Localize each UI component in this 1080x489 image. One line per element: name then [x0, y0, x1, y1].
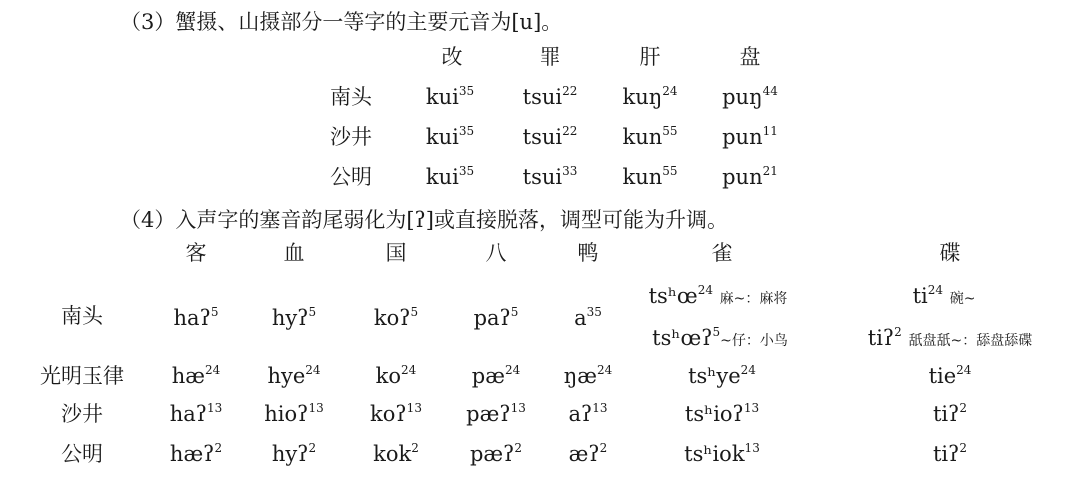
- tone-number: 2: [599, 441, 608, 455]
- ipa-cell: [264, 401, 324, 426]
- ipa-form: tiʔ: [932, 402, 960, 426]
- que-2-note: ~仔：小鸟: [720, 333, 788, 349]
- die-2-form: tiʔ: [867, 326, 895, 350]
- ipa-cell: [375, 363, 417, 388]
- ipa-form: hyʔ: [271, 306, 309, 330]
- tone-number: 35: [586, 305, 602, 319]
- que-1-note: 麻~：麻将: [719, 291, 788, 307]
- die-1-note: 碗~: [949, 291, 976, 307]
- tone-number: 5: [210, 305, 219, 319]
- tone-number: 55: [662, 124, 678, 138]
- ipa-form: puŋ: [722, 85, 763, 109]
- tone-number: 2: [959, 401, 968, 415]
- ipa-form: hioʔ: [264, 402, 309, 426]
- ipa-form: tiʔ: [932, 442, 960, 466]
- die-reading-2: [867, 325, 1033, 350]
- tone-number: 2: [308, 441, 317, 455]
- ipa-form: æʔ: [568, 442, 600, 466]
- ipa-cell: [932, 441, 968, 466]
- ipa-form: kok: [373, 442, 412, 466]
- ipa-cell: [722, 164, 778, 189]
- ipa-cell: [373, 441, 419, 466]
- row-label: 南头: [330, 85, 372, 109]
- ipa-cell: [373, 305, 419, 330]
- ipa-cell: [522, 164, 578, 189]
- ipa-cell: [271, 305, 317, 330]
- ipa-cell: [928, 363, 972, 388]
- ipa-cell: [173, 305, 219, 330]
- tone-number: 2: [514, 441, 523, 455]
- tone-number: 5: [510, 305, 519, 319]
- tone-number: 13: [510, 401, 526, 415]
- tone-number: 13: [308, 401, 324, 415]
- ipa-cell: [473, 305, 519, 330]
- ipa-form: tsui: [522, 125, 563, 149]
- ipa-form: haʔ: [173, 306, 211, 330]
- row-label: 光明玉律: [40, 364, 124, 388]
- die-2-tone: 2: [894, 325, 902, 339]
- ipa-form: kui: [425, 165, 459, 189]
- ipa-cell: [425, 84, 475, 109]
- ipa-form: koʔ: [373, 306, 411, 330]
- section-4-title: （4）入声字的塞音韵尾弱化为[ʔ]或直接脱落，调型可能为升调。: [120, 208, 729, 232]
- ipa-form: tsʰye: [688, 364, 741, 388]
- header-guo: 国: [385, 241, 407, 265]
- die-1-form: ti: [912, 284, 928, 308]
- ipa-form: aʔ: [568, 402, 593, 426]
- header-ya: 鸭: [577, 241, 599, 265]
- ipa-cell: [471, 363, 521, 388]
- ipa-form: hæ: [171, 364, 205, 388]
- ipa-form: tsʰioʔ: [684, 402, 744, 426]
- ipa-cell: [425, 164, 475, 189]
- ipa-form: hæʔ: [169, 442, 215, 466]
- ipa-cell: [622, 164, 678, 189]
- ipa-cell: [370, 401, 422, 426]
- que-2-form: tsʰœʔ: [652, 326, 713, 350]
- tone-number: 5: [308, 305, 317, 319]
- ipa-form: kun: [622, 165, 663, 189]
- header-die: 碟: [939, 241, 961, 265]
- section-3-title: （3）蟹摄、山摄部分一等字的主要元音为[u]。: [120, 10, 563, 34]
- ipa-form: hyʔ: [271, 442, 309, 466]
- ipa-cell: [622, 84, 678, 109]
- tone-number: 33: [562, 164, 578, 178]
- tone-number: 13: [406, 401, 422, 415]
- tone-number: 55: [662, 164, 678, 178]
- tone-number: 13: [743, 401, 760, 415]
- header-pan: 盘: [739, 45, 761, 69]
- header-xue: 血: [283, 241, 305, 265]
- tone-number: 13: [744, 441, 760, 455]
- tone-number: 13: [207, 401, 223, 415]
- que-reading-2: [652, 325, 788, 350]
- ipa-form: tsui: [522, 165, 563, 189]
- que-2-tone: 5: [712, 325, 721, 339]
- tone-number: 24: [305, 363, 321, 377]
- ipa-form: kui: [425, 85, 459, 109]
- header-ba: 八: [485, 241, 507, 265]
- ipa-cell: [622, 124, 678, 149]
- que-1-form: tsʰœ: [648, 284, 698, 308]
- ipa-cell: [267, 363, 321, 388]
- ipa-cell: [171, 363, 221, 388]
- header-que: 雀: [711, 241, 733, 265]
- ipa-form: paʔ: [473, 306, 511, 330]
- tone-number: 24: [401, 363, 417, 377]
- ipa-form: pæ: [471, 364, 505, 388]
- ipa-form: koʔ: [370, 402, 407, 426]
- header-ke: 客: [185, 241, 207, 265]
- ipa-cell: [722, 124, 778, 149]
- tone-number: 21: [762, 164, 778, 178]
- die-1-tone: 24: [927, 283, 944, 297]
- tone-number: 24: [956, 363, 972, 377]
- ipa-form: pun: [722, 125, 763, 149]
- que-1-tone: 24: [697, 283, 713, 297]
- tone-number: 35: [458, 124, 475, 138]
- row-label: 公明: [330, 165, 372, 189]
- tone-number: 2: [411, 441, 419, 455]
- tone-number: 24: [740, 363, 756, 377]
- ipa-form: kun: [622, 125, 663, 149]
- ipa-form: pæʔ: [469, 442, 515, 466]
- que-reading-1: [648, 283, 788, 308]
- row-label: 沙井: [61, 402, 103, 426]
- header-gan: 肝: [639, 45, 661, 69]
- tone-number: 24: [204, 363, 221, 377]
- ipa-cell: [722, 84, 778, 109]
- tone-number: 22: [562, 84, 578, 98]
- die-2-note: 舐盘舐~：舔盘舔碟: [908, 333, 1033, 349]
- row-label-nantou: 南头: [61, 304, 103, 328]
- ipa-cell: [522, 84, 578, 109]
- row-label: 沙井: [330, 125, 372, 149]
- ipa-cell: [169, 401, 223, 426]
- ipa-cell: [466, 401, 526, 426]
- ipa-form: tsʰiok: [684, 442, 745, 466]
- tone-number: 2: [959, 441, 968, 455]
- tone-number: 11: [762, 124, 778, 138]
- tone-number: 24: [596, 363, 613, 377]
- ipa-form: haʔ: [169, 402, 208, 426]
- ipa-cell: [932, 401, 968, 426]
- header-zui: 罪: [539, 45, 561, 69]
- ipa-form: ŋæ: [563, 364, 597, 388]
- ipa-cell: [684, 441, 760, 466]
- tone-number: 35: [458, 164, 475, 178]
- ipa-form: tie: [928, 364, 957, 388]
- tone-number: 2: [214, 441, 223, 455]
- ipa-cell: [568, 401, 608, 426]
- tone-number: 24: [662, 84, 678, 98]
- ipa-form: hye: [267, 364, 306, 388]
- ipa-cell: [568, 441, 608, 466]
- ipa-form: a: [574, 306, 587, 330]
- ipa-cell: [469, 441, 523, 466]
- ipa-cell: [169, 441, 223, 466]
- ipa-cell: [574, 305, 602, 330]
- ipa-cell: [688, 363, 756, 388]
- tone-number: 22: [562, 124, 578, 138]
- tone-number: 24: [504, 363, 521, 377]
- ipa-cell: [563, 363, 613, 388]
- ipa-cell: [271, 441, 317, 466]
- header-gai: 改: [441, 45, 463, 69]
- ipa-form: kui: [425, 125, 459, 149]
- tone-number: 35: [458, 84, 475, 98]
- ipa-form: ko: [375, 364, 402, 388]
- ipa-cell: [522, 124, 578, 149]
- row-label: 公明: [61, 442, 103, 466]
- ipa-form: tsui: [522, 85, 563, 109]
- ipa-form: pæʔ: [466, 402, 511, 426]
- ipa-cell: [425, 124, 475, 149]
- die-reading-1: [912, 283, 976, 308]
- tone-number: 44: [762, 84, 778, 98]
- tone-number: 5: [410, 305, 419, 319]
- tone-number: 13: [592, 401, 608, 415]
- ipa-cell: [684, 401, 760, 426]
- ipa-form: pun: [722, 165, 763, 189]
- ipa-form: kuŋ: [622, 85, 663, 109]
